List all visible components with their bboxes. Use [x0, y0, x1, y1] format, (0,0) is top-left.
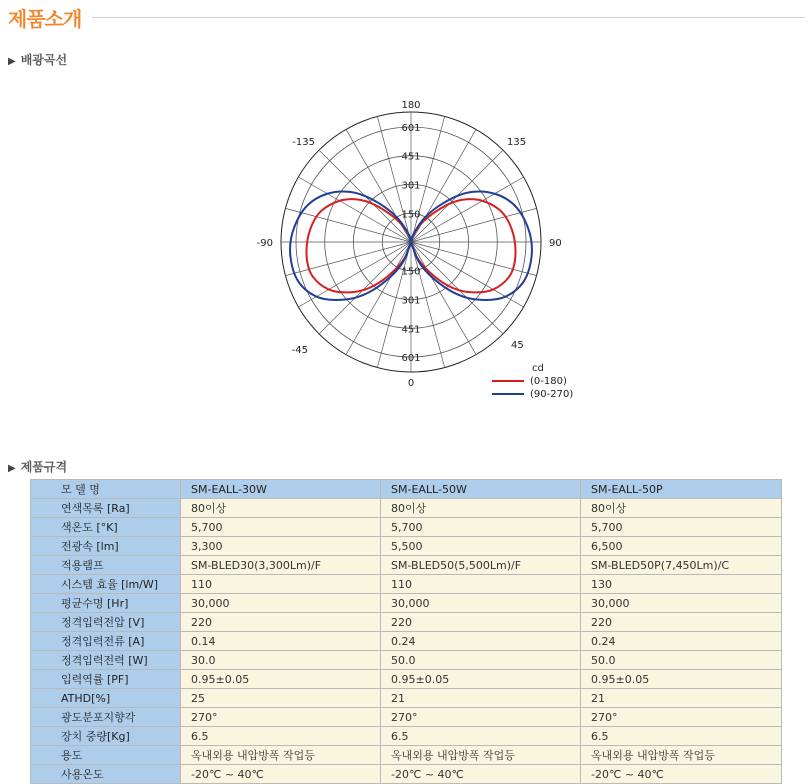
value-cell: 220 [381, 613, 581, 632]
angle-label-minus-90: -90 [256, 238, 273, 249]
radial-tick-label: 601 [401, 123, 421, 134]
chart-legend [492, 363, 573, 400]
polar-spoke [377, 116, 411, 242]
angle-label-minus-45: -45 [291, 345, 308, 356]
row-label-cell: 정격입력전력 [W] [31, 651, 181, 670]
angle-label-90: 90 [549, 238, 562, 249]
title-divider [92, 17, 805, 18]
value-cell: 6.5 [181, 727, 381, 746]
value-cell: 0.14 [181, 632, 381, 651]
triangle-bullet-icon: ▶ [8, 463, 16, 474]
row-label-cell: 적용램프 [31, 556, 181, 575]
value-cell: 130 [581, 575, 782, 594]
row-label-cell: 전광속 [lm] [31, 537, 181, 556]
header-model-cell: SM-EALL-50W [381, 480, 581, 499]
row-label-cell: 정격입력전류 [A] [31, 632, 181, 651]
table-row [31, 765, 782, 784]
value-cell: 220 [181, 613, 381, 632]
polar-light-distribution-chart [230, 92, 590, 402]
table-row [31, 708, 782, 727]
polar-spoke [411, 116, 445, 242]
row-label-cell: 사용온도 [31, 765, 181, 784]
header-model-cell: SM-EALL-50P [581, 480, 782, 499]
value-cell: 5,700 [181, 518, 381, 537]
header-model-cell: SM-EALL-30W [181, 480, 381, 499]
value-cell: 110 [381, 575, 581, 594]
radial-tick-label: 601 [401, 353, 421, 364]
value-cell: 6,500 [581, 537, 782, 556]
value-cell: 80이상 [381, 499, 581, 518]
value-cell: 0.24 [381, 632, 581, 651]
value-cell: 옥내외용 내압방폭 작업등 [581, 746, 782, 765]
table-row [31, 651, 782, 670]
value-cell: -20℃ ~ 40℃ [581, 765, 782, 784]
radial-tick-label: 301 [401, 180, 421, 192]
value-cell: SM-BLED50P(7,450Lm)/C [581, 556, 782, 575]
section-title-specs [8, 458, 67, 475]
value-cell: SM-BLED50(5,500Lm)/F [381, 556, 581, 575]
angle-label-45: 45 [511, 340, 524, 351]
row-label-cell: 평균수명 [Hr] [31, 594, 181, 613]
table-body [31, 499, 782, 784]
table-row [31, 575, 782, 594]
triangle-bullet-icon: ▶ [8, 56, 16, 67]
row-label-cell: 시스템 효율 [lm/W] [31, 575, 181, 594]
radial-tick-label: 301 [401, 295, 421, 307]
page-title: 제품소개 [8, 7, 82, 31]
table-row [31, 632, 782, 651]
value-cell: 270° [581, 708, 782, 727]
table-row [31, 670, 782, 689]
value-cell: 30,000 [581, 594, 782, 613]
value-cell: 270° [181, 708, 381, 727]
radial-tick-label: 150 [401, 266, 421, 278]
value-cell: 6.5 [581, 727, 782, 746]
row-label-cell: 광도분포지향각 [31, 708, 181, 727]
table-row [31, 499, 782, 518]
row-label-cell: 색온도 [°K] [31, 518, 181, 537]
row-label-cell: 용도 [31, 746, 181, 765]
value-cell: 270° [381, 708, 581, 727]
table-row [31, 613, 782, 632]
polar-spoke [411, 242, 503, 334]
spec-table [30, 479, 782, 784]
value-cell: 6.5 [381, 727, 581, 746]
value-cell: 0.95±0.05 [381, 670, 581, 689]
value-cell: 30,000 [181, 594, 381, 613]
value-cell: 0.24 [581, 632, 782, 651]
value-cell: 3,300 [181, 537, 381, 556]
value-cell: SM-BLED30(3,300Lm)/F [181, 556, 381, 575]
value-cell: 5,500 [381, 537, 581, 556]
value-cell: 30,000 [381, 594, 581, 613]
table-row [31, 594, 782, 613]
value-cell: 50.0 [581, 651, 782, 670]
legend-label: (0-180) [530, 376, 567, 387]
header-label-cell: 모 델 명 [31, 480, 181, 499]
value-cell: 30.0 [181, 651, 381, 670]
section-label: 배광곡선 [20, 53, 68, 67]
value-cell: 5,700 [381, 518, 581, 537]
row-label-cell: 정격입력전압 [V] [31, 613, 181, 632]
value-cell: 21 [581, 689, 782, 708]
angle-label-180: 180 [401, 100, 421, 111]
value-cell: -20℃ ~ 40℃ [181, 765, 381, 784]
value-cell: 옥내외용 내압방폭 작업등 [181, 746, 381, 765]
table-header-row [31, 480, 782, 499]
value-cell: 5,700 [581, 518, 782, 537]
table-row [31, 518, 782, 537]
table-row [31, 746, 782, 765]
value-cell: 110 [181, 575, 381, 594]
polar-spoke [285, 242, 411, 276]
polar-spoke [411, 242, 537, 276]
value-cell: 25 [181, 689, 381, 708]
table-row [31, 537, 782, 556]
row-label-cell: 입력역률 [PF] [31, 670, 181, 689]
angle-label-135: 135 [507, 137, 527, 148]
row-label-cell: ATHD[%] [31, 689, 181, 708]
section-title-light-distribution [8, 51, 67, 68]
value-cell: 21 [381, 689, 581, 708]
table-row [31, 727, 782, 746]
legend-title: cd [532, 363, 544, 374]
value-cell: 80이상 [181, 499, 381, 518]
polar-spoke [319, 242, 411, 334]
table-row [31, 689, 782, 708]
row-label-cell: 장치 중량[Kg] [31, 727, 181, 746]
value-cell: 50.0 [381, 651, 581, 670]
row-label-cell: 연색목록 [Ra] [31, 499, 181, 518]
radial-tick-label: 451 [401, 324, 421, 336]
angle-label-0: 0 [407, 378, 415, 389]
value-cell: 0.95±0.05 [181, 670, 381, 689]
radial-tick-label: 451 [401, 151, 421, 163]
value-cell: -20℃ ~ 40℃ [381, 765, 581, 784]
value-cell: 0.95±0.05 [581, 670, 782, 689]
legend-label: (90-270) [530, 389, 574, 400]
value-cell: 옥내외용 내압방폭 작업등 [381, 746, 581, 765]
value-cell: 220 [581, 613, 782, 632]
angle-label-minus-135: -135 [292, 137, 315, 148]
table-row [31, 556, 782, 575]
value-cell: 80이상 [581, 499, 782, 518]
radial-tick-label: 150 [401, 209, 421, 221]
section-label: 제품규격 [20, 460, 68, 474]
